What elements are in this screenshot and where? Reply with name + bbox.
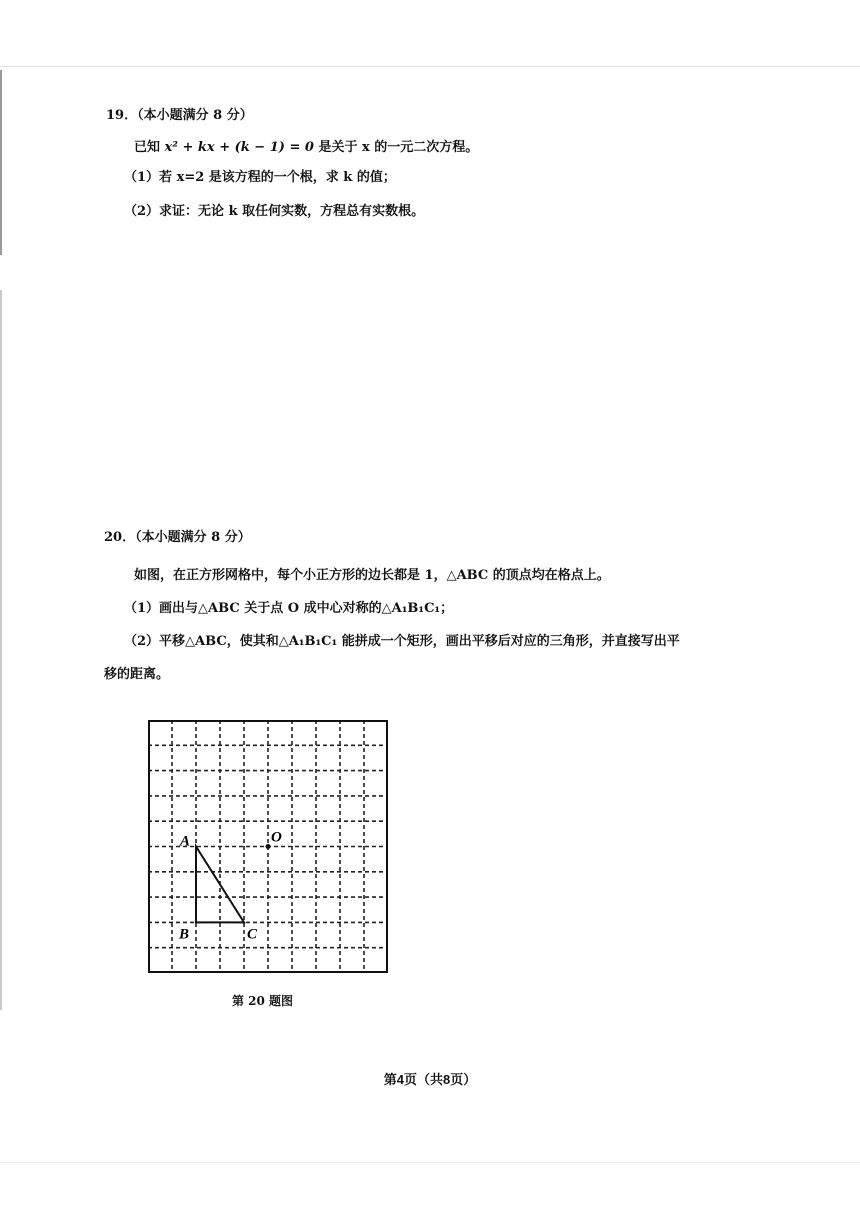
q19-part1: （1）若 x=2 是该方程的一个根，求 k 的值；: [124, 170, 396, 185]
q20-grid-figure: [148, 720, 388, 973]
page-footer: [0, 1069, 860, 1088]
q19-stem-post: 是关于 x 的一元二次方程。: [313, 140, 479, 155]
point-o-dot: [266, 844, 271, 849]
label-c: C: [247, 926, 258, 943]
label-a: A: [180, 833, 191, 850]
page-left-edge: [0, 70, 2, 255]
q20-part2-line2: 移的距离。: [104, 667, 170, 682]
page-left-edge-lower: [0, 290, 2, 1010]
page-number: 第4页（共8页）: [383, 1072, 477, 1087]
q20-stem: 如图，在正方形网格中，每个小正方形的边长都是 1，△ABC 的顶点均在格点上。: [134, 568, 610, 583]
q19-equation: x² + kx + (k − 1) = 0: [164, 140, 314, 155]
figure-caption: 第 20 题图: [232, 994, 294, 1008]
page-bottom-edge: [0, 1162, 860, 1163]
page-top-edge: [0, 66, 860, 67]
q19-part2: （2）求证：无论 k 取任何实数，方程总有实数根。: [124, 204, 425, 219]
label-b: B: [179, 926, 190, 943]
q19-stem-pre: 已知: [134, 140, 165, 155]
q19-stem: [134, 136, 478, 155]
label-o: O: [271, 829, 282, 846]
q20-header: 20．（本小题满分 8 分）: [104, 530, 251, 545]
q19-header: 19．（本小题满分 8 分）: [106, 108, 253, 123]
q20-part1: （1）画出与△ABC 关于点 O 成中心对称的△A₁B₁C₁；: [124, 601, 454, 616]
q20-part2-line1: （2）平移△ABC，使其和△A₁B₁C₁ 能拼成一个矩形，画出平移后对应的三角形，并直接写出平: [124, 634, 680, 649]
